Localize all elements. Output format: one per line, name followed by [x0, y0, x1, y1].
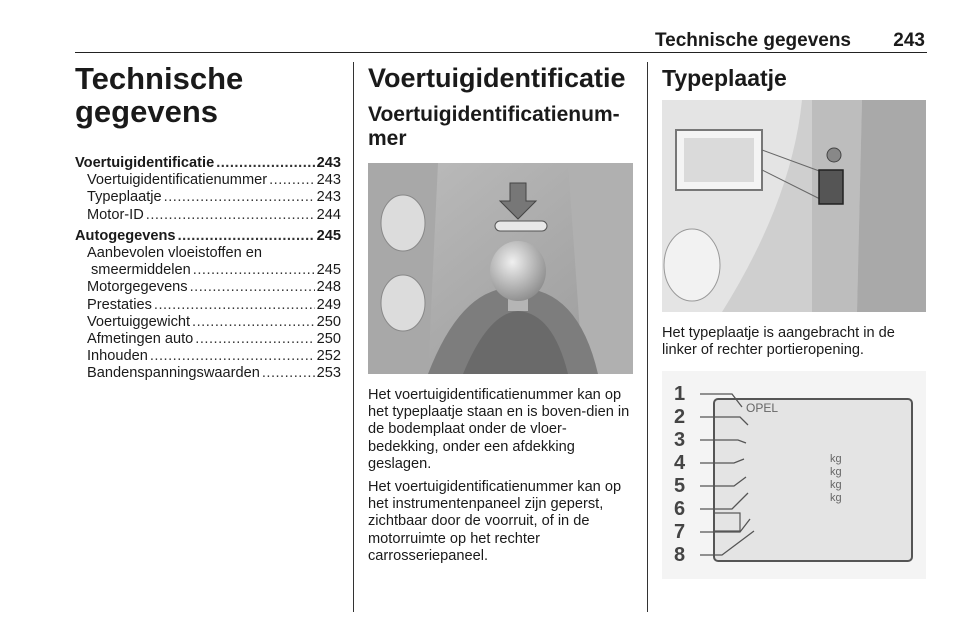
section-title: Voertuigidentificatie: [368, 63, 626, 93]
paragraph: Het voertuigidentificatienummer kan op het instrumentenpaneel zijn geperst, zichtbaar door de voorruit, of in de motorruimte op het rechter carrosseriepaneel.: [368, 479, 622, 564]
toc-entry[interactable]: Prestaties ..... 249: [75, 297, 341, 314]
toc-entry[interactable]: Afmetingen auto ..... 250: [75, 331, 341, 348]
subsection-title: Voertuigidentificatienum- mer: [368, 103, 620, 150]
toc-entry[interactable]: Typeplaatje ..... 243: [75, 189, 341, 206]
plate-number-label: 5: [674, 475, 686, 497]
page-number: 243: [893, 30, 925, 51]
column-divider: [353, 62, 354, 612]
paragraph: Het typeplaatje is aangebracht in de linker of rechter portieropening.: [662, 325, 895, 359]
toc-entry[interactable]: Voertuiggewicht ..... 250: [75, 314, 341, 331]
header-title: Technische gegevens: [654, 30, 851, 51]
toc-entry[interactable]: Motorgegevens ..... 248: [75, 279, 341, 296]
section-title: Typeplaatje: [662, 65, 787, 91]
plate-unit: kg: [830, 492, 842, 504]
toc-section[interactable]: Autogegevens ..... 245: [75, 228, 341, 245]
plate-number-label: 1: [674, 383, 686, 405]
door-pillar-photo: [662, 100, 926, 312]
plate-unit: kg: [830, 453, 842, 465]
typeplate-column: [662, 62, 927, 95]
table-of-contents: [75, 155, 341, 383]
column-divider: [647, 62, 648, 612]
toc-entry[interactable]: Voertuigidentificatienummer ..... 243: [75, 172, 341, 189]
toc-entry[interactable]: Aanbevolen vloeistoffen en: [87, 245, 262, 262]
plate-number-label: 3: [674, 429, 686, 451]
plate-brand: OPEL: [746, 401, 779, 415]
chapter-title: Technische gegevens: [75, 61, 244, 129]
typeplate-text: [662, 325, 927, 365]
toc-entry[interactable]: Bandenspanningswaarden ..... 253: [75, 365, 341, 382]
toc-section[interactable]: Voertuigidentificatie ..... 243: [75, 155, 341, 172]
plate-unit: kg: [830, 479, 842, 491]
toc-entry[interactable]: smeermiddelen ..... 245: [75, 262, 341, 279]
gearshift-photo: [368, 163, 633, 374]
paragraph: Het voertuigidentificatienummer kan op het typeplaatje staan en is boven-dien in de bodemplaat onder de vloer-bedekking, onder een afdekking geslagen.: [368, 387, 630, 472]
typeplate-diagram: [662, 371, 926, 579]
vin-column: [368, 62, 633, 151]
plate-number-label: 4: [674, 452, 686, 474]
plate-number-label: 2: [674, 406, 686, 428]
plate-number-label: 8: [674, 544, 686, 566]
running-header: [75, 30, 927, 53]
toc-entry[interactable]: Inhouden ..... 252: [75, 348, 341, 365]
chapter-column: [75, 62, 341, 383]
plate-number-label: 7: [674, 521, 686, 543]
toc-entry[interactable]: Motor-ID ..... 244: [75, 207, 341, 224]
plate-number-label: 6: [674, 498, 686, 520]
vin-text: [368, 387, 633, 571]
plate-unit: kg: [830, 466, 842, 478]
